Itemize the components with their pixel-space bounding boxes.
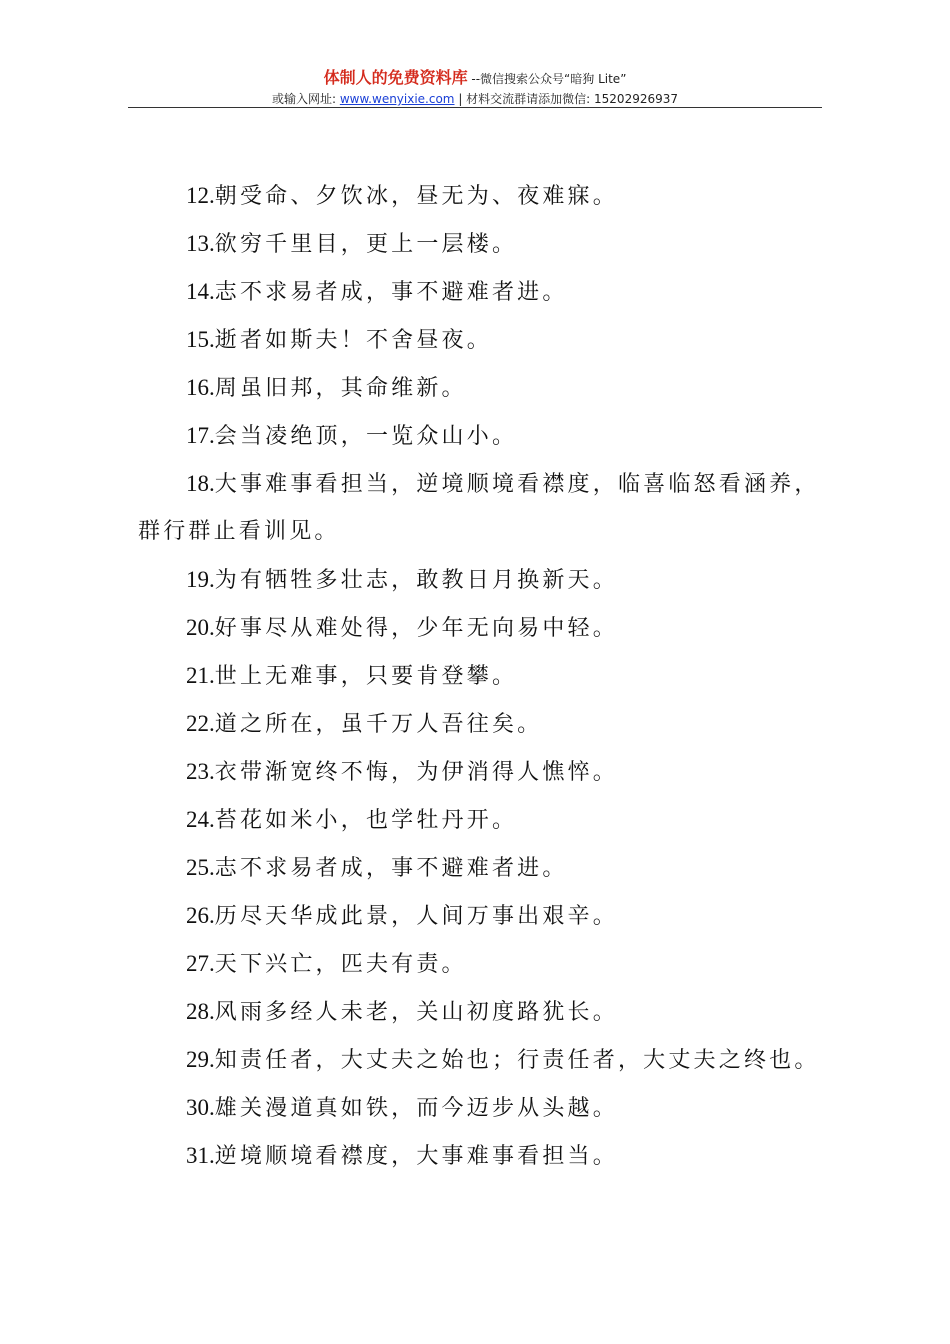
item-text: 大事难事看担当，逆境顺境看襟度，临喜临怒看涵养， bbox=[214, 472, 820, 497]
header-contact-line bbox=[128, 90, 822, 108]
list-item bbox=[138, 892, 838, 940]
list-item bbox=[138, 1084, 838, 1132]
item-number: 28. bbox=[186, 999, 215, 1024]
list-item bbox=[138, 652, 838, 700]
item-number: 14. bbox=[186, 279, 215, 304]
website-link[interactable]: www.wenyixie.com bbox=[339, 92, 455, 106]
list-item bbox=[138, 844, 838, 892]
item-text: 道之所在，虽千万人吾往矣。 bbox=[214, 712, 543, 737]
item-number: 27. bbox=[186, 951, 215, 976]
item-text: 朝受命、夕饮冰，昼无为、夜难寐。 bbox=[214, 184, 618, 209]
list-item bbox=[138, 412, 838, 460]
item-number: 26. bbox=[186, 903, 215, 928]
item-text: 群行群止看训见。 bbox=[138, 519, 340, 544]
item-text: 风雨多经人未老，关山初度路犹长。 bbox=[214, 1000, 618, 1025]
item-number: 25. bbox=[186, 855, 215, 880]
list-item bbox=[138, 316, 838, 364]
item-text: 历尽天华成此景，人间万事出艰辛。 bbox=[214, 904, 618, 929]
item-text: 为有牺牲多壮志，敢教日月换新天。 bbox=[214, 568, 618, 593]
item-text: 衣带渐宽终不悔，为伊消得人憔悴。 bbox=[214, 760, 618, 785]
item-number: 13. bbox=[186, 231, 215, 256]
item-number: 20. bbox=[186, 615, 215, 640]
item-text: 知责任者，大丈夫之始也；行责任者，大丈夫之终也。 bbox=[214, 1048, 820, 1073]
list-item bbox=[138, 988, 838, 1036]
list-item bbox=[138, 796, 838, 844]
list-item bbox=[138, 1036, 838, 1084]
quote-list bbox=[138, 172, 838, 1180]
document-header bbox=[128, 68, 822, 108]
item-text: 世上无难事，只要肯登攀。 bbox=[214, 664, 518, 689]
contact-suffix: | 材料交流群请添加微信: 15202926937 bbox=[454, 92, 679, 106]
item-number: 23. bbox=[186, 759, 215, 784]
item-number: 31. bbox=[186, 1143, 215, 1168]
item-number: 21. bbox=[186, 663, 215, 688]
item-text: 好事尽从难处得，少年无向易中轻。 bbox=[214, 616, 618, 641]
item-text: 会当凌绝顶，一览众山小。 bbox=[214, 424, 518, 449]
item-number: 12. bbox=[186, 183, 215, 208]
item-number: 16. bbox=[186, 375, 215, 400]
list-item bbox=[138, 748, 838, 796]
header-title-line bbox=[128, 68, 822, 89]
list-item bbox=[138, 364, 838, 412]
item-number: 15. bbox=[186, 327, 215, 352]
list-item bbox=[138, 604, 838, 652]
header-tagline: --微信搜索公众号“暗狗 Lite” bbox=[467, 72, 627, 86]
list-item bbox=[138, 556, 838, 604]
list-item-continuation bbox=[138, 508, 838, 556]
header-divider bbox=[128, 107, 822, 108]
list-item bbox=[138, 460, 838, 508]
item-text: 天下兴亡，匹夫有责。 bbox=[214, 952, 467, 977]
list-item bbox=[138, 1132, 838, 1180]
item-number: 30. bbox=[186, 1095, 215, 1120]
item-number: 22. bbox=[186, 711, 215, 736]
item-text: 志不求易者成，事不避难者进。 bbox=[214, 280, 568, 305]
item-number: 19. bbox=[186, 567, 215, 592]
item-text: 志不求易者成，事不避难者进。 bbox=[214, 856, 568, 881]
item-number: 18. bbox=[186, 471, 215, 496]
list-item bbox=[138, 940, 838, 988]
list-item bbox=[138, 172, 838, 220]
item-text: 苔花如米小，也学牡丹开。 bbox=[214, 808, 518, 833]
item-text: 周虽旧邦，其命维新。 bbox=[214, 376, 467, 401]
brand-title: 体制人的免费资料库 bbox=[323, 68, 468, 87]
item-text: 雄关漫道真如铁，而今迈步从头越。 bbox=[214, 1096, 618, 1121]
item-text: 欲穷千里目，更上一层楼。 bbox=[214, 232, 518, 257]
item-text: 逆境顺境看襟度，大事难事看担当。 bbox=[214, 1144, 618, 1169]
item-number: 24. bbox=[186, 807, 215, 832]
list-item bbox=[138, 268, 838, 316]
list-item bbox=[138, 220, 838, 268]
list-item bbox=[138, 700, 838, 748]
url-prefix: 或输入网址: bbox=[271, 92, 340, 106]
item-number: 29. bbox=[186, 1047, 215, 1072]
item-number: 17. bbox=[186, 423, 215, 448]
item-text: 逝者如斯夫！不舍昼夜。 bbox=[214, 328, 492, 353]
